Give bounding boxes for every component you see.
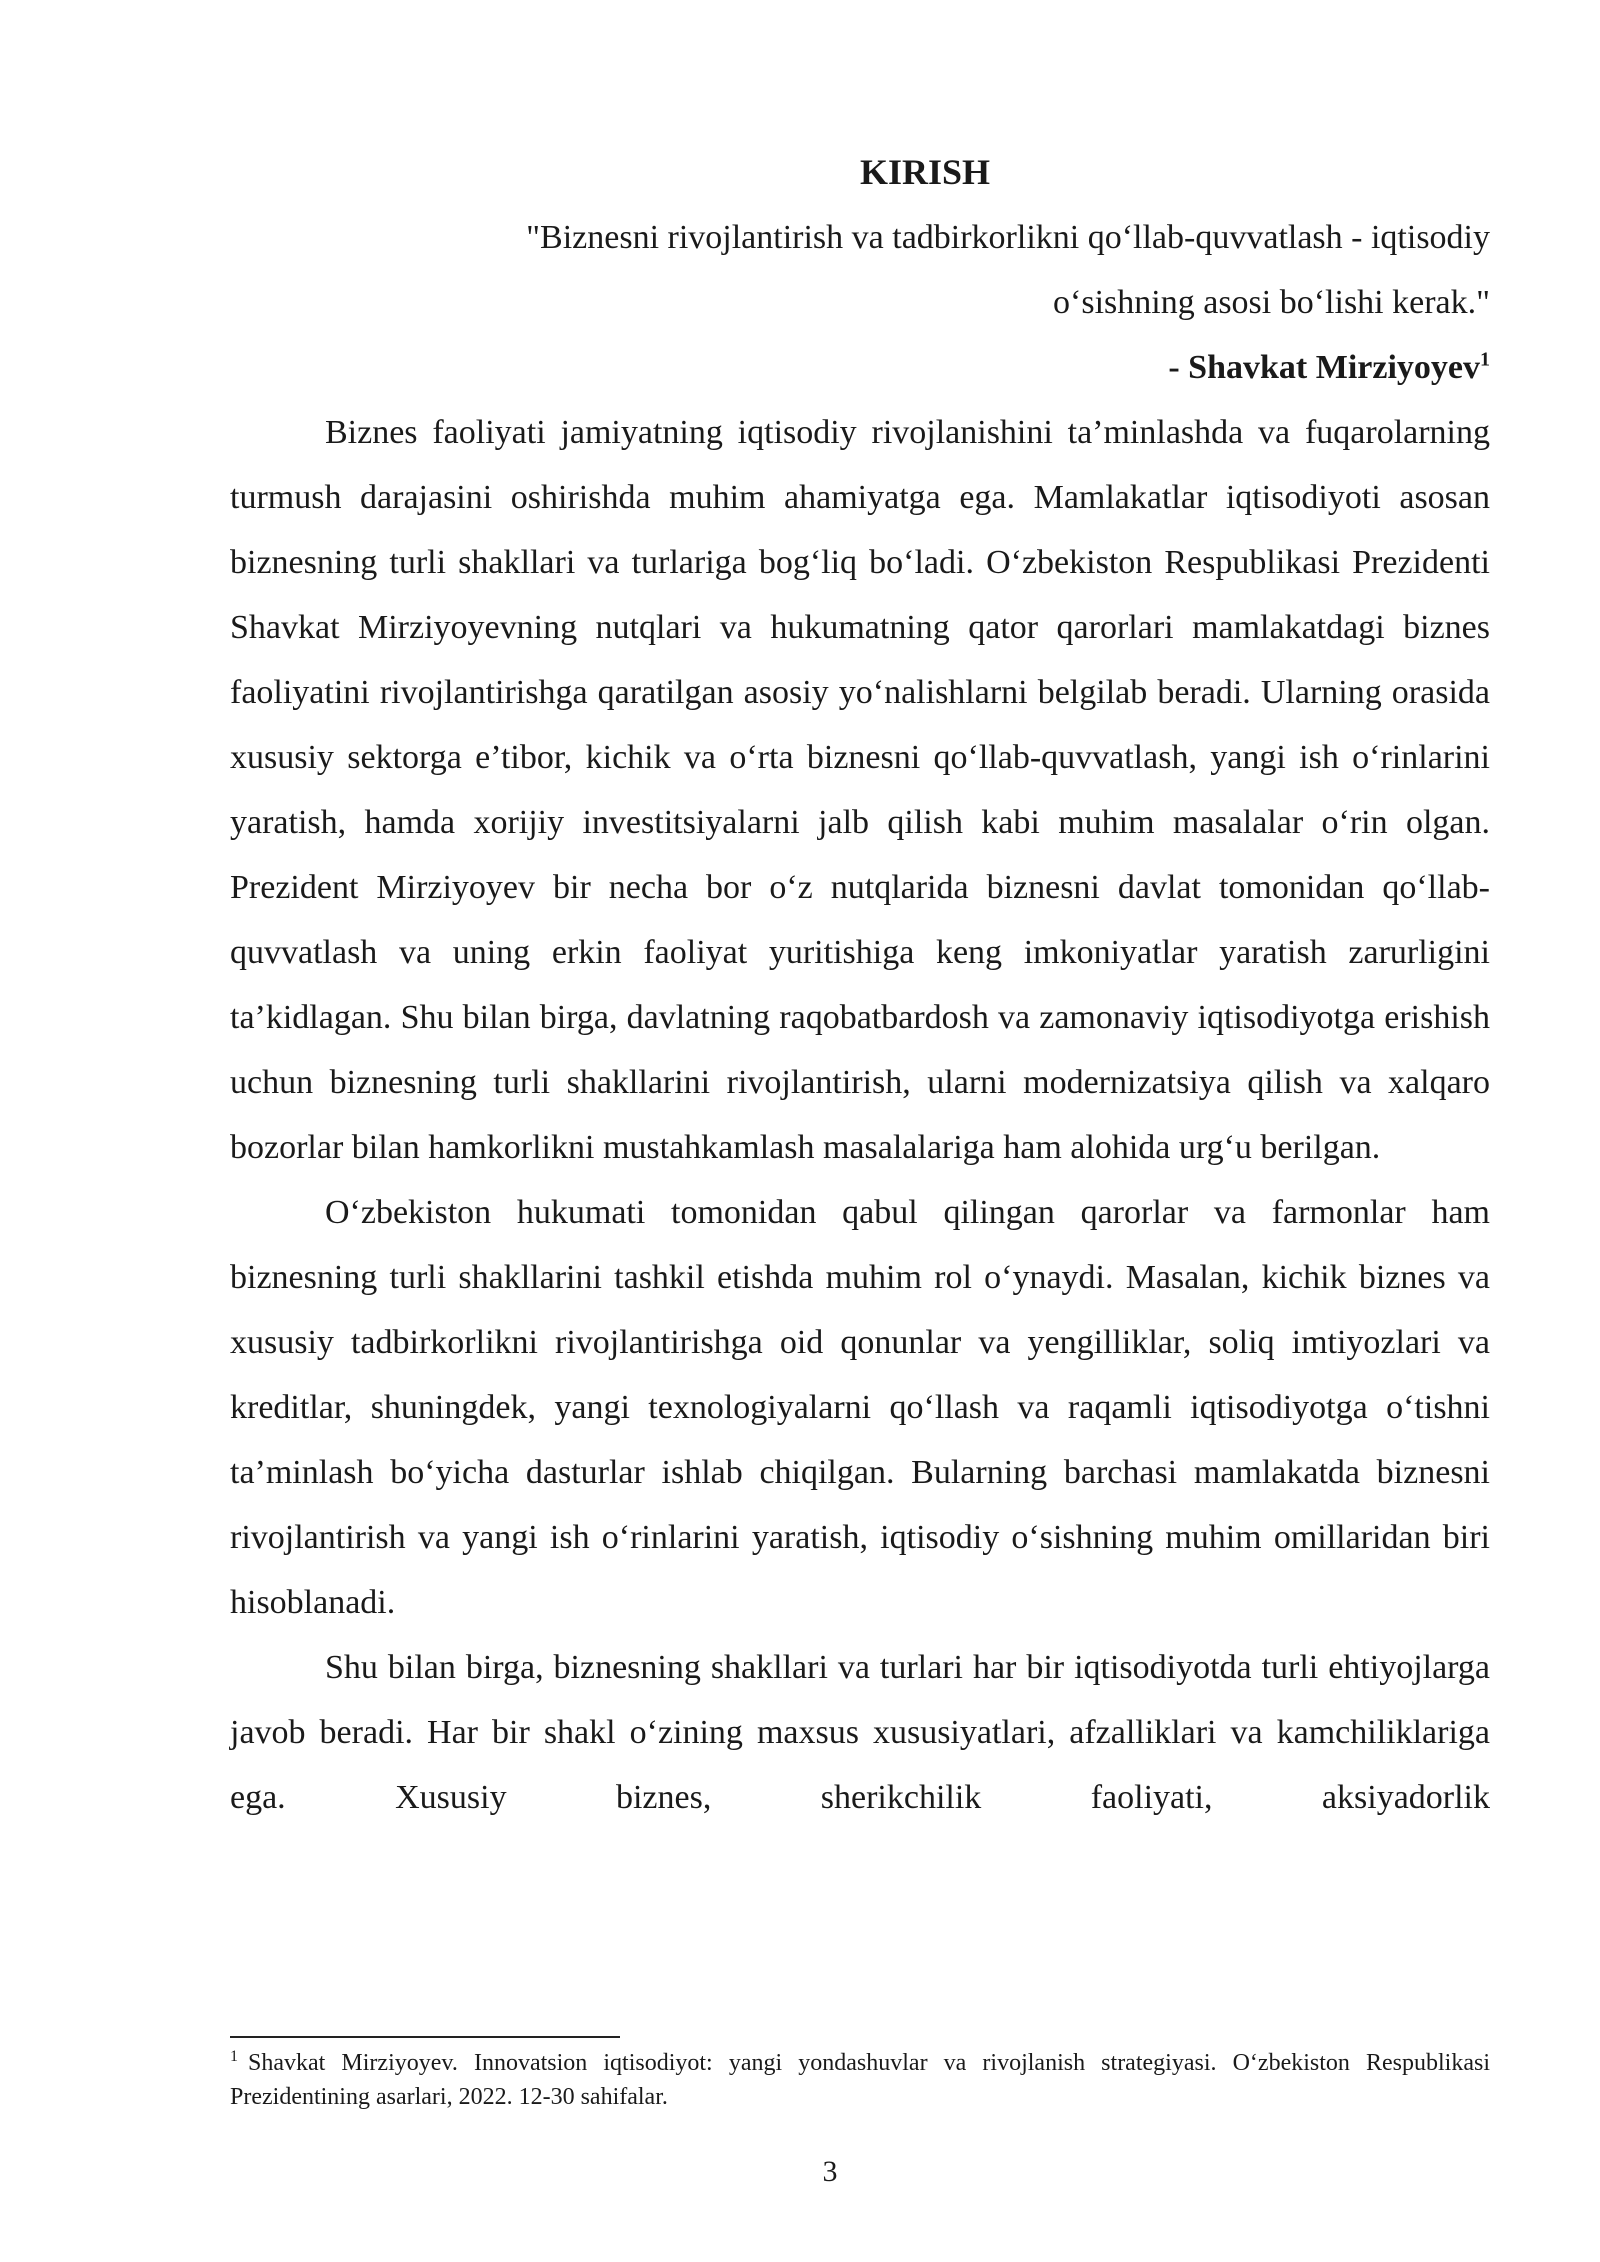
footnote-reference[interactable]: 1 xyxy=(1480,348,1490,371)
epigraph-author xyxy=(230,335,1490,400)
main-text xyxy=(230,140,1490,1830)
paragraph-1: Biznes faoliyati jamiyatning iqtisodiy rivojlanishini ta’minlashda va fuqarolarning turmush darajasini oshirishda muhim ahamiyatga ega. Mamlakatlar iqtisodiyoti asosan biznesning turli shakllari va turlariga bog‘liq bo‘ladi. O‘zbekiston Respublikasi Prezidenti Shavkat Mirziyoyevning nutqlari va hukumatning qator qarorlari mamlakatdagi biznes faoliyatini rivojlantirishga qaratilgan asosiy yo‘nalishlarni belgilab beradi. Ularning orasida xususiy sektorga e’tibor, kichik va o‘rta biznesni qo‘llab-quvvatlash, yangi ish o‘rinlarini yaratish, hamda xorijiy investitsiyalarni jalb qilish kabi muhim masalalar o‘rin olgan. Prezident Mirziyoyev bir necha bor o‘z nutqlarida biznesni davlat tomonidan qo‘llab-quvvatlash va uning erkin faoliyat yuritishiga keng imkoniyatlar yaratish zarurligini ta’kidlagan. Shu bilan birga, davlatning raqobatbardosh va zamonaviy iqtisodiyotga erishish uchun biznesning turli shakllarini rivojlantirish, ularni modernizatsiya qilish va xalqaro bozorlar bilan hamkorlikni mustahkamlash masalalariga ham alohida urg‘u berilgan. xyxy=(230,414,1490,1166)
footnote xyxy=(230,2046,1490,2114)
footnote-text: Shavkat Mirziyoyev. Innovatsion iqtisodiyot: yangi yondashuvlar va rivojlanish strategiyasi. O‘zbekiston Respublikasi Prezidentining asarlari, 2022. 12-30 sahifalar. xyxy=(230,2050,1490,2110)
page-title: KIRISH xyxy=(859,152,991,192)
epigraph-line-1: "Biznesni rivojlantirish va tadbirkorlikni qo‘llab-quvvatlash - iqtisodiy xyxy=(526,219,1490,256)
footnote-separator xyxy=(230,2036,620,2038)
author-name: - Shavkat Mirziyoyev xyxy=(1168,349,1480,386)
epigraph-quote xyxy=(230,205,1490,335)
footnote-mark: 1 xyxy=(230,2048,238,2065)
epigraph-line-2: o‘sishning asosi bo‘lishi kerak." xyxy=(1053,284,1490,321)
page-number: 3 xyxy=(822,2155,838,2188)
paragraph-3: Shu bilan birga, biznesning shakllari va turlari har bir iqtisodiyotda turli ehtiyojlarga javob beradi. Har bir shakl o‘zining maxsus xususiyatlari, afzalliklari va kamchiliklariga ega. Xususiy biznes, sherikchilik faoliyati, aksiyadorlik xyxy=(230,1649,1490,1816)
paragraph-2: O‘zbekiston hukumati tomonidan qabul qilingan qarorlar va farmonlar ham biznesning turli shakllarini tashkil etishda muhim rol o‘ynaydi. Masalan, kichik biznes va xususiy tadbirkorlikni rivojlantirishga oid qonunlar va yengilliklar, soliq imtiyozlari va kreditlar, shuningdek, yangi texnologiyalarni qo‘llash va raqamli iqtisodiyotga o‘tishni ta’minlash bo‘yicha dasturlar ishlab chiqilgan. Bularning barchasi mamlakatda biznesni rivojlantirish va yangi ish o‘rinlarini yaratish, iqtisodiy o‘sishning muhim omillaridan biri hisoblanadi. xyxy=(230,1194,1490,1621)
